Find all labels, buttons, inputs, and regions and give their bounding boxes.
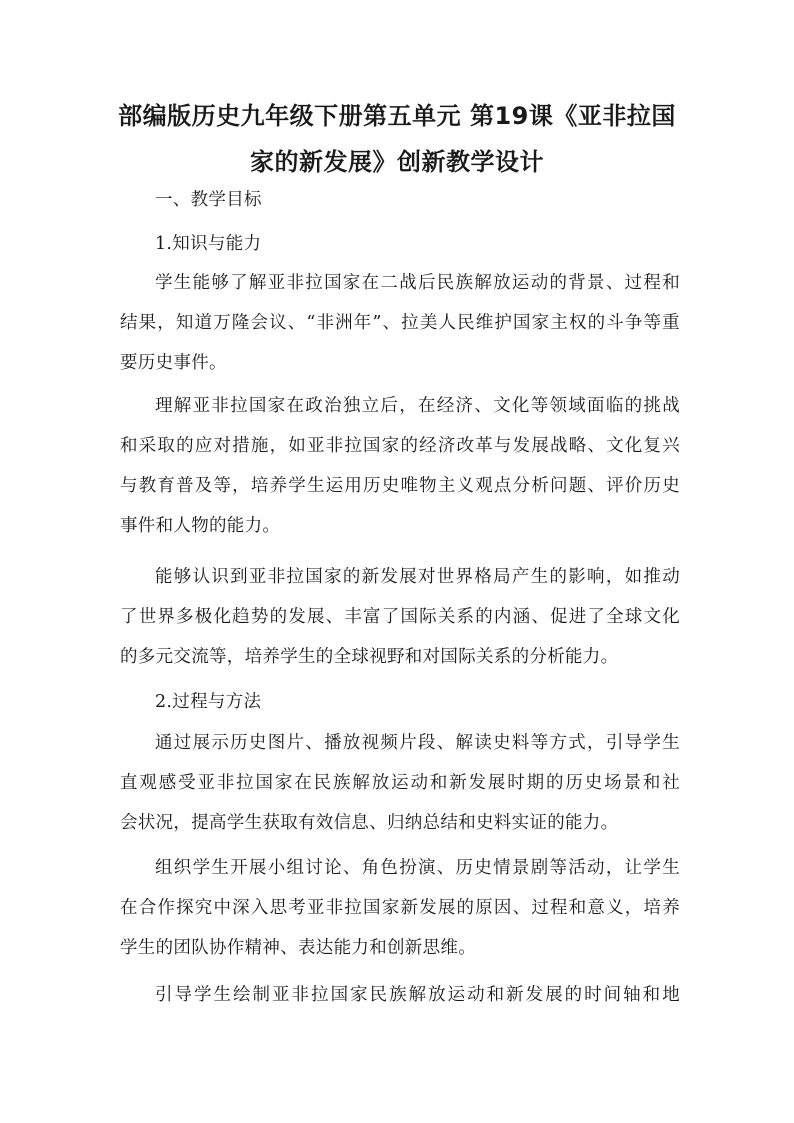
paragraph-3-line-1: 能够认识到亚非拉国家的新发展对世界格局产生的影响，如推动 xyxy=(155,567,680,587)
paragraph-4-line-1: 通过展示历史图片、播放视频片段、解读史料等方式，引导学生 xyxy=(155,733,680,753)
paragraph-4-line-3: 会状况，提高学生获取有效信息、归纳总结和史料实证的能力。 xyxy=(120,813,619,833)
paragraph-5-line-1: 组织学生开展小组讨论、角色扮演、历史情景剧等活动，让学生 xyxy=(155,858,680,878)
title-line-1: 部编版历史九年级下册第五单元 第19课《亚非拉国 xyxy=(118,102,676,130)
paragraph-5-line-2: 在合作探究中深入思考亚非拉国家新发展的原因、过程和意义，培养 xyxy=(120,898,680,918)
subheading-process-method: 2.过程与方法 xyxy=(155,692,262,712)
paragraph-3-line-2: 了世界多极化趋势的发展、丰富了国际关系的内涵、促进了全球文化 xyxy=(120,607,680,627)
paragraph-2-line-2: 和采取的应对措施，如亚非拉国家的经济改革与发展战略、文化复兴 xyxy=(120,436,680,456)
subheading-knowledge-ability: 1.知识与能力 xyxy=(155,234,262,254)
paragraph-3-line-3: 的多元交流等，培养学生的全球视野和对国际关系的分析能力。 xyxy=(120,647,619,667)
paragraph-4-line-2: 直观感受亚非拉国家在民族解放运动和新发展时期的历史场景和社 xyxy=(120,773,680,793)
paragraph-6-line-1: 引导学生绘制亚非拉国家民族解放运动和新发展的时间轴和地 xyxy=(155,985,680,1005)
title-line-2: 家的新发展》创新教学设计 xyxy=(250,148,544,176)
paragraph-2-line-4: 事件和人物的能力。 xyxy=(120,516,281,536)
paragraph-1-line-1: 学生能够了解亚非拉国家在二战后民族解放运动的背景、过程和 xyxy=(155,273,680,293)
paragraph-1-line-3: 要历史事件。 xyxy=(120,353,227,373)
paragraph-2-line-3: 与教育普及等，培养学生运用历史唯物主义观点分析问题、评价历史 xyxy=(120,476,680,496)
section-heading-teaching-goals: 一、教学目标 xyxy=(155,190,262,210)
document-title xyxy=(110,93,684,185)
paragraph-2-line-1: 理解亚非拉国家在政治独立后，在经济、文化等领域面临的挑战 xyxy=(155,396,680,416)
paragraph-5-line-3: 学生的团队协作精神、表达能力和创新思维。 xyxy=(120,938,476,958)
paragraph-1-line-2: 结果，知道万隆会议、“非洲年”、拉美人民维护国家主权的斗争等重 xyxy=(120,313,680,333)
